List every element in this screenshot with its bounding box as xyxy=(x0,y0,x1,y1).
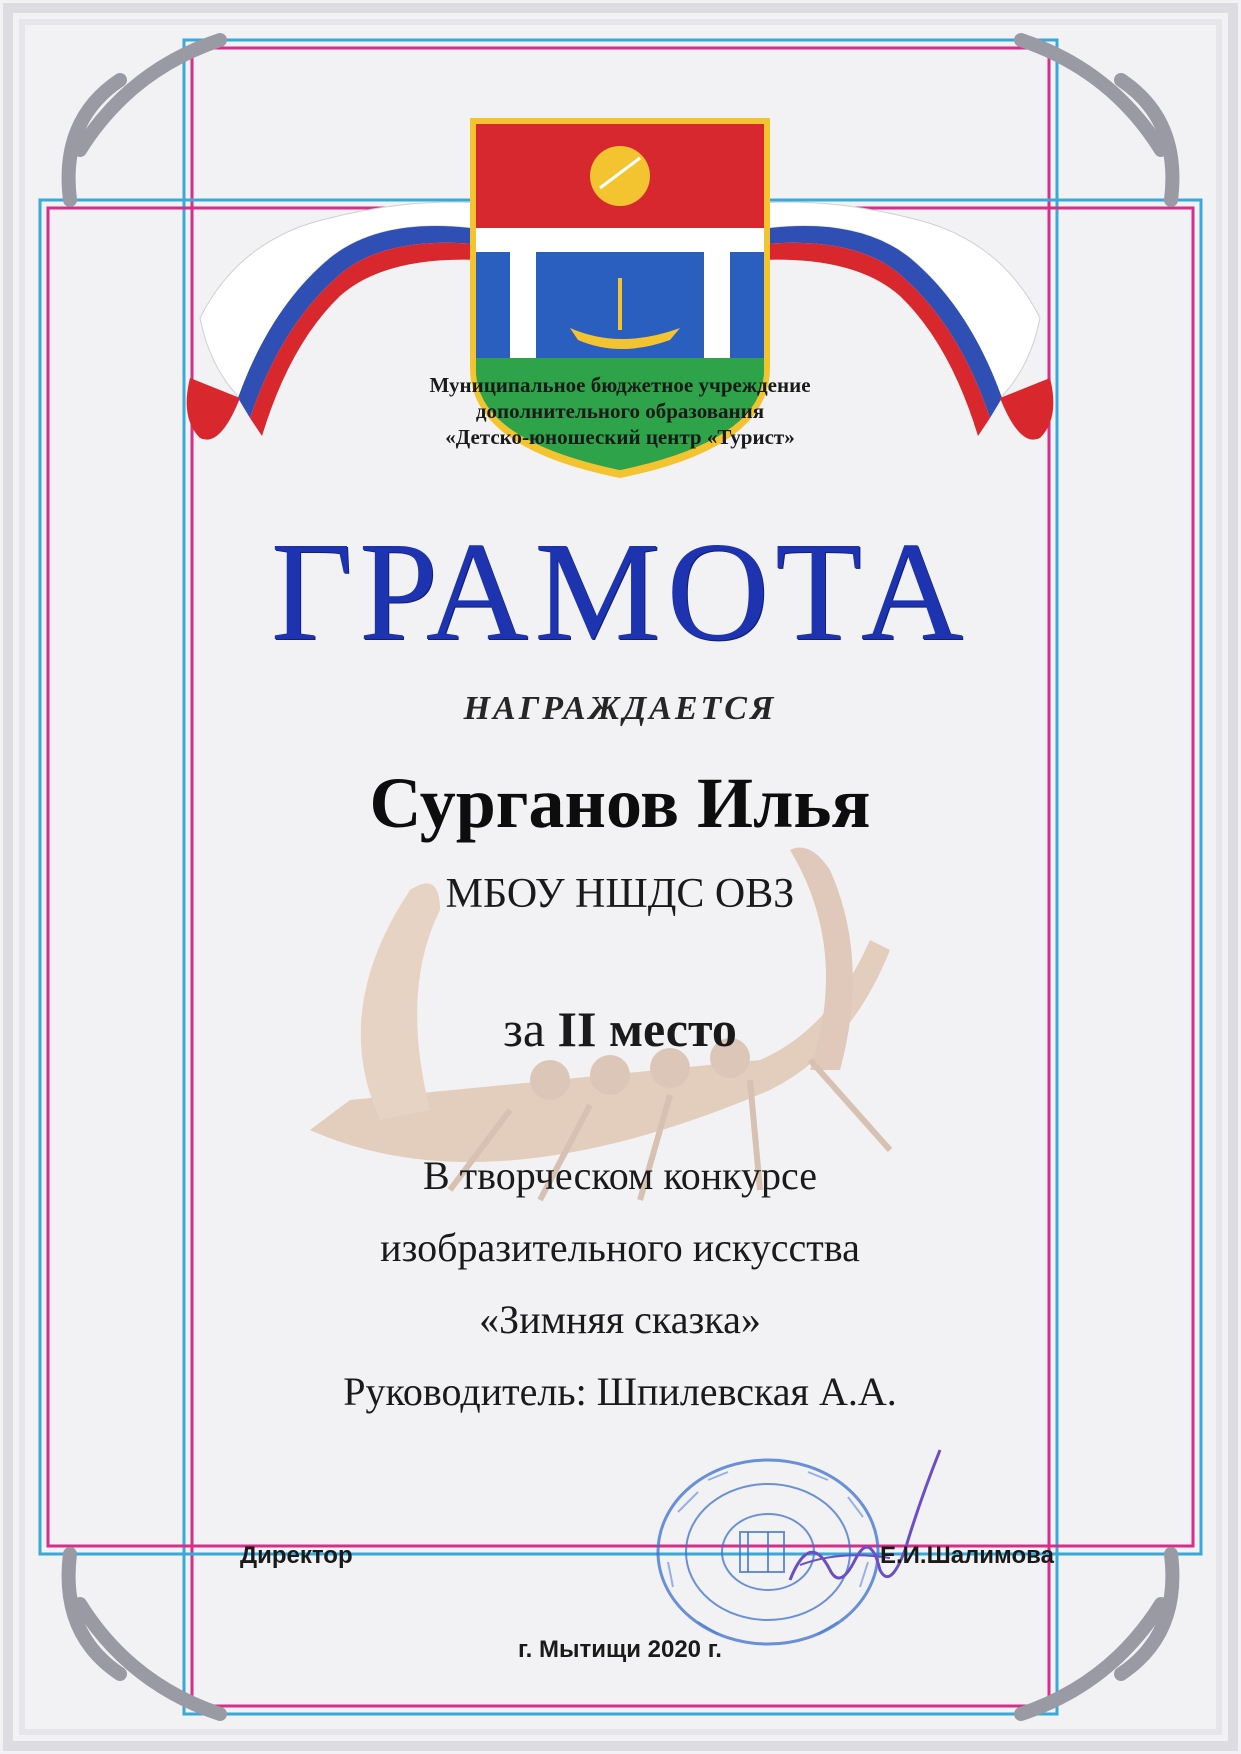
organization-line-2: дополнительного образования xyxy=(475,399,765,423)
place-prefix: за xyxy=(503,1001,546,1057)
recipient-name: Сурганов Илья xyxy=(369,763,871,843)
city-year: г. Мытищи 2020 г. xyxy=(518,1636,722,1663)
contest-line-2: изобразительного искусства xyxy=(380,1225,860,1270)
awarded-label: НАГРАЖДАЕТСЯ xyxy=(463,690,777,727)
place-line xyxy=(320,1000,920,1058)
place-value: II место xyxy=(557,1001,737,1057)
organization-name xyxy=(340,372,900,450)
corner-ornament-bl xyxy=(69,1554,220,1714)
contest-supervisor: Руководитель: Шпилевская А.А. xyxy=(343,1369,897,1414)
director-name: Е.И.Шалимова xyxy=(880,1542,1054,1569)
recipient-school: МБОУ НШДС ОВЗ xyxy=(445,871,795,917)
director-label: Директор xyxy=(240,1542,353,1569)
director-signature xyxy=(780,1440,950,1620)
organization-line-3: «Детско-юношеский центр «Турист» xyxy=(445,425,795,449)
corner-ornament-br xyxy=(1021,1554,1172,1714)
organization-line-1: Муниципальное бюджетное учреждение xyxy=(429,373,811,397)
contest-line-1: В творческом конкурсе xyxy=(422,1153,818,1198)
contest-description xyxy=(220,1140,1020,1428)
contest-line-3: «Зимняя сказка» xyxy=(479,1297,761,1342)
certificate-title: ГРАМОТА xyxy=(270,512,970,670)
